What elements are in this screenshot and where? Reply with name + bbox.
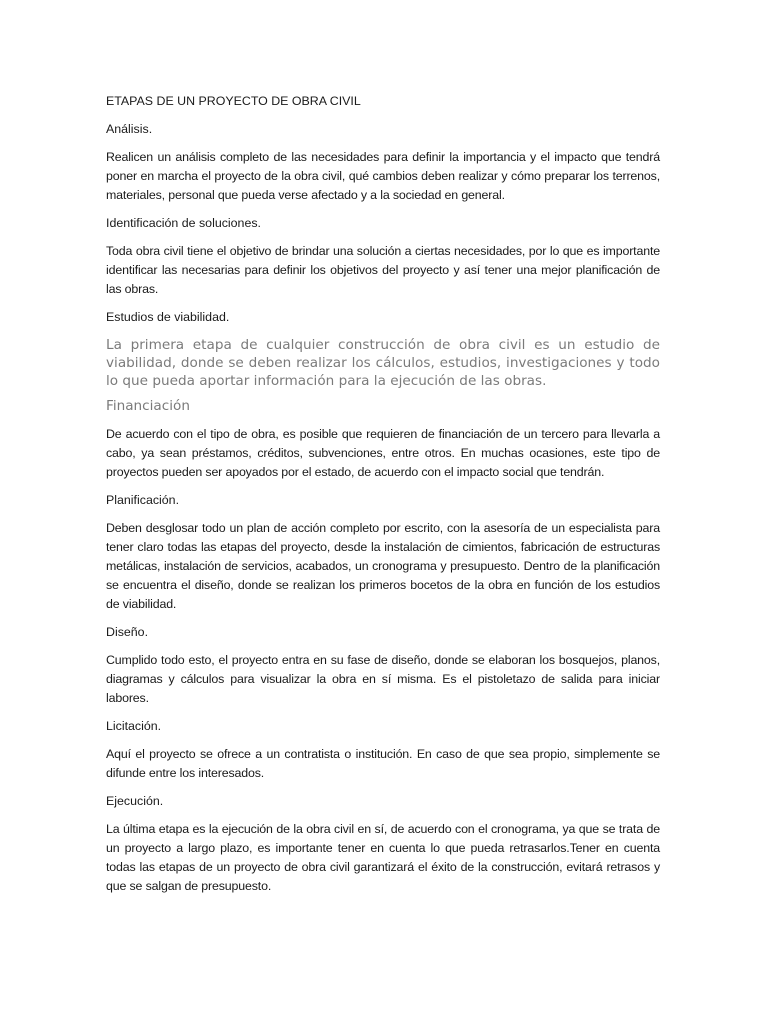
section-heading-analisis: Análisis. (106, 122, 153, 136)
section-heading-licitacion: Licitación. (106, 719, 162, 733)
section-body-identificacion: Toda obra civil tiene el objetivo de brindar una solución a ciertas necesidades, por lo que es importante identificar las necesarias para definir los objetivos del proyecto y así tener una mejor planificación de las obras. (106, 244, 660, 296)
section-body-planificacion: Deben desglosar todo un plan de acción completo por escrito, con la asesoría de un especialista para tener claro todas las etapas del proyecto, desde la instalación de cimientos, fabricación de estructuras metálicas, instalación de servicios, acabados, un cronograma y presupuesto. Dentro de la planificación se encuentra el diseño, donde se realizan los primeros bocetos de la obra en función de los estudios de viabilidad. (106, 521, 660, 611)
section-body-analisis: Realicen un análisis completo de las necesidades para definir la importancia y el impacto que tendrá poner en marcha el proyecto de la obra civil, qué cambios deben realizar y cómo preparar los terrenos, materiales, personal que pueda verse afectado y a la sociedad en general. (106, 150, 660, 202)
section-heading-ejecucion: Ejecución. (106, 794, 164, 808)
section-body-diseno: Cumplido todo esto, el proyecto entra en su fase de diseño, donde se elaboran los bosquejos, planos, diagramas y cálculos para visualizar la obra en sí misma. Es el pistoletazo de salida para iniciar labores. (106, 653, 660, 705)
section-body-estudios: La primera etapa de cualquier construcción de obra civil es un estudio de viabilidad, donde se deben realizar los cálculos, estudios, investigaciones y todo lo que pueda aportar información para la ejecución de las obras. (106, 337, 660, 389)
section-heading-identificacion: Identificación de soluciones. (106, 216, 261, 230)
section-heading-diseno: Diseño. (106, 625, 149, 639)
document-title: ETAPAS DE UN PROYECTO DE OBRA CIVIL (106, 94, 361, 108)
section-body-financiacion: De acuerdo con el tipo de obra, es posible que requieren de financiación de un tercero para llevarla a cabo, ya sean préstamos, créditos, subvenciones, entre otros. En muchas ocasiones, este tipo de proyectos pueden ser apoyados por el estado, de acuerdo con el impacto social que tendrán. (106, 427, 660, 479)
section-body-ejecucion: La última etapa es la ejecución de la obra civil en sí, de acuerdo con el cronograma, ya que se trata de un proyecto a largo plazo, es importante tener en cuenta lo que pueda retrasarlos.Tener en cuenta todas las etapas de un proyecto de obra civil garantizará el éxito de la construcción, evitará retrasos y que se salgan de presupuesto. (106, 822, 660, 893)
section-heading-planificacion: Planificación. (106, 493, 180, 507)
section-heading-financiacion: Financiación (106, 398, 190, 414)
document-page (106, 92, 660, 905)
section-heading-estudios: Estudios de viabilidad. (106, 310, 230, 324)
section-body-licitacion: Aquí el proyecto se ofrece a un contratista o institución. En caso de que sea propio, simplemente se difunde entre los interesados. (106, 747, 660, 780)
